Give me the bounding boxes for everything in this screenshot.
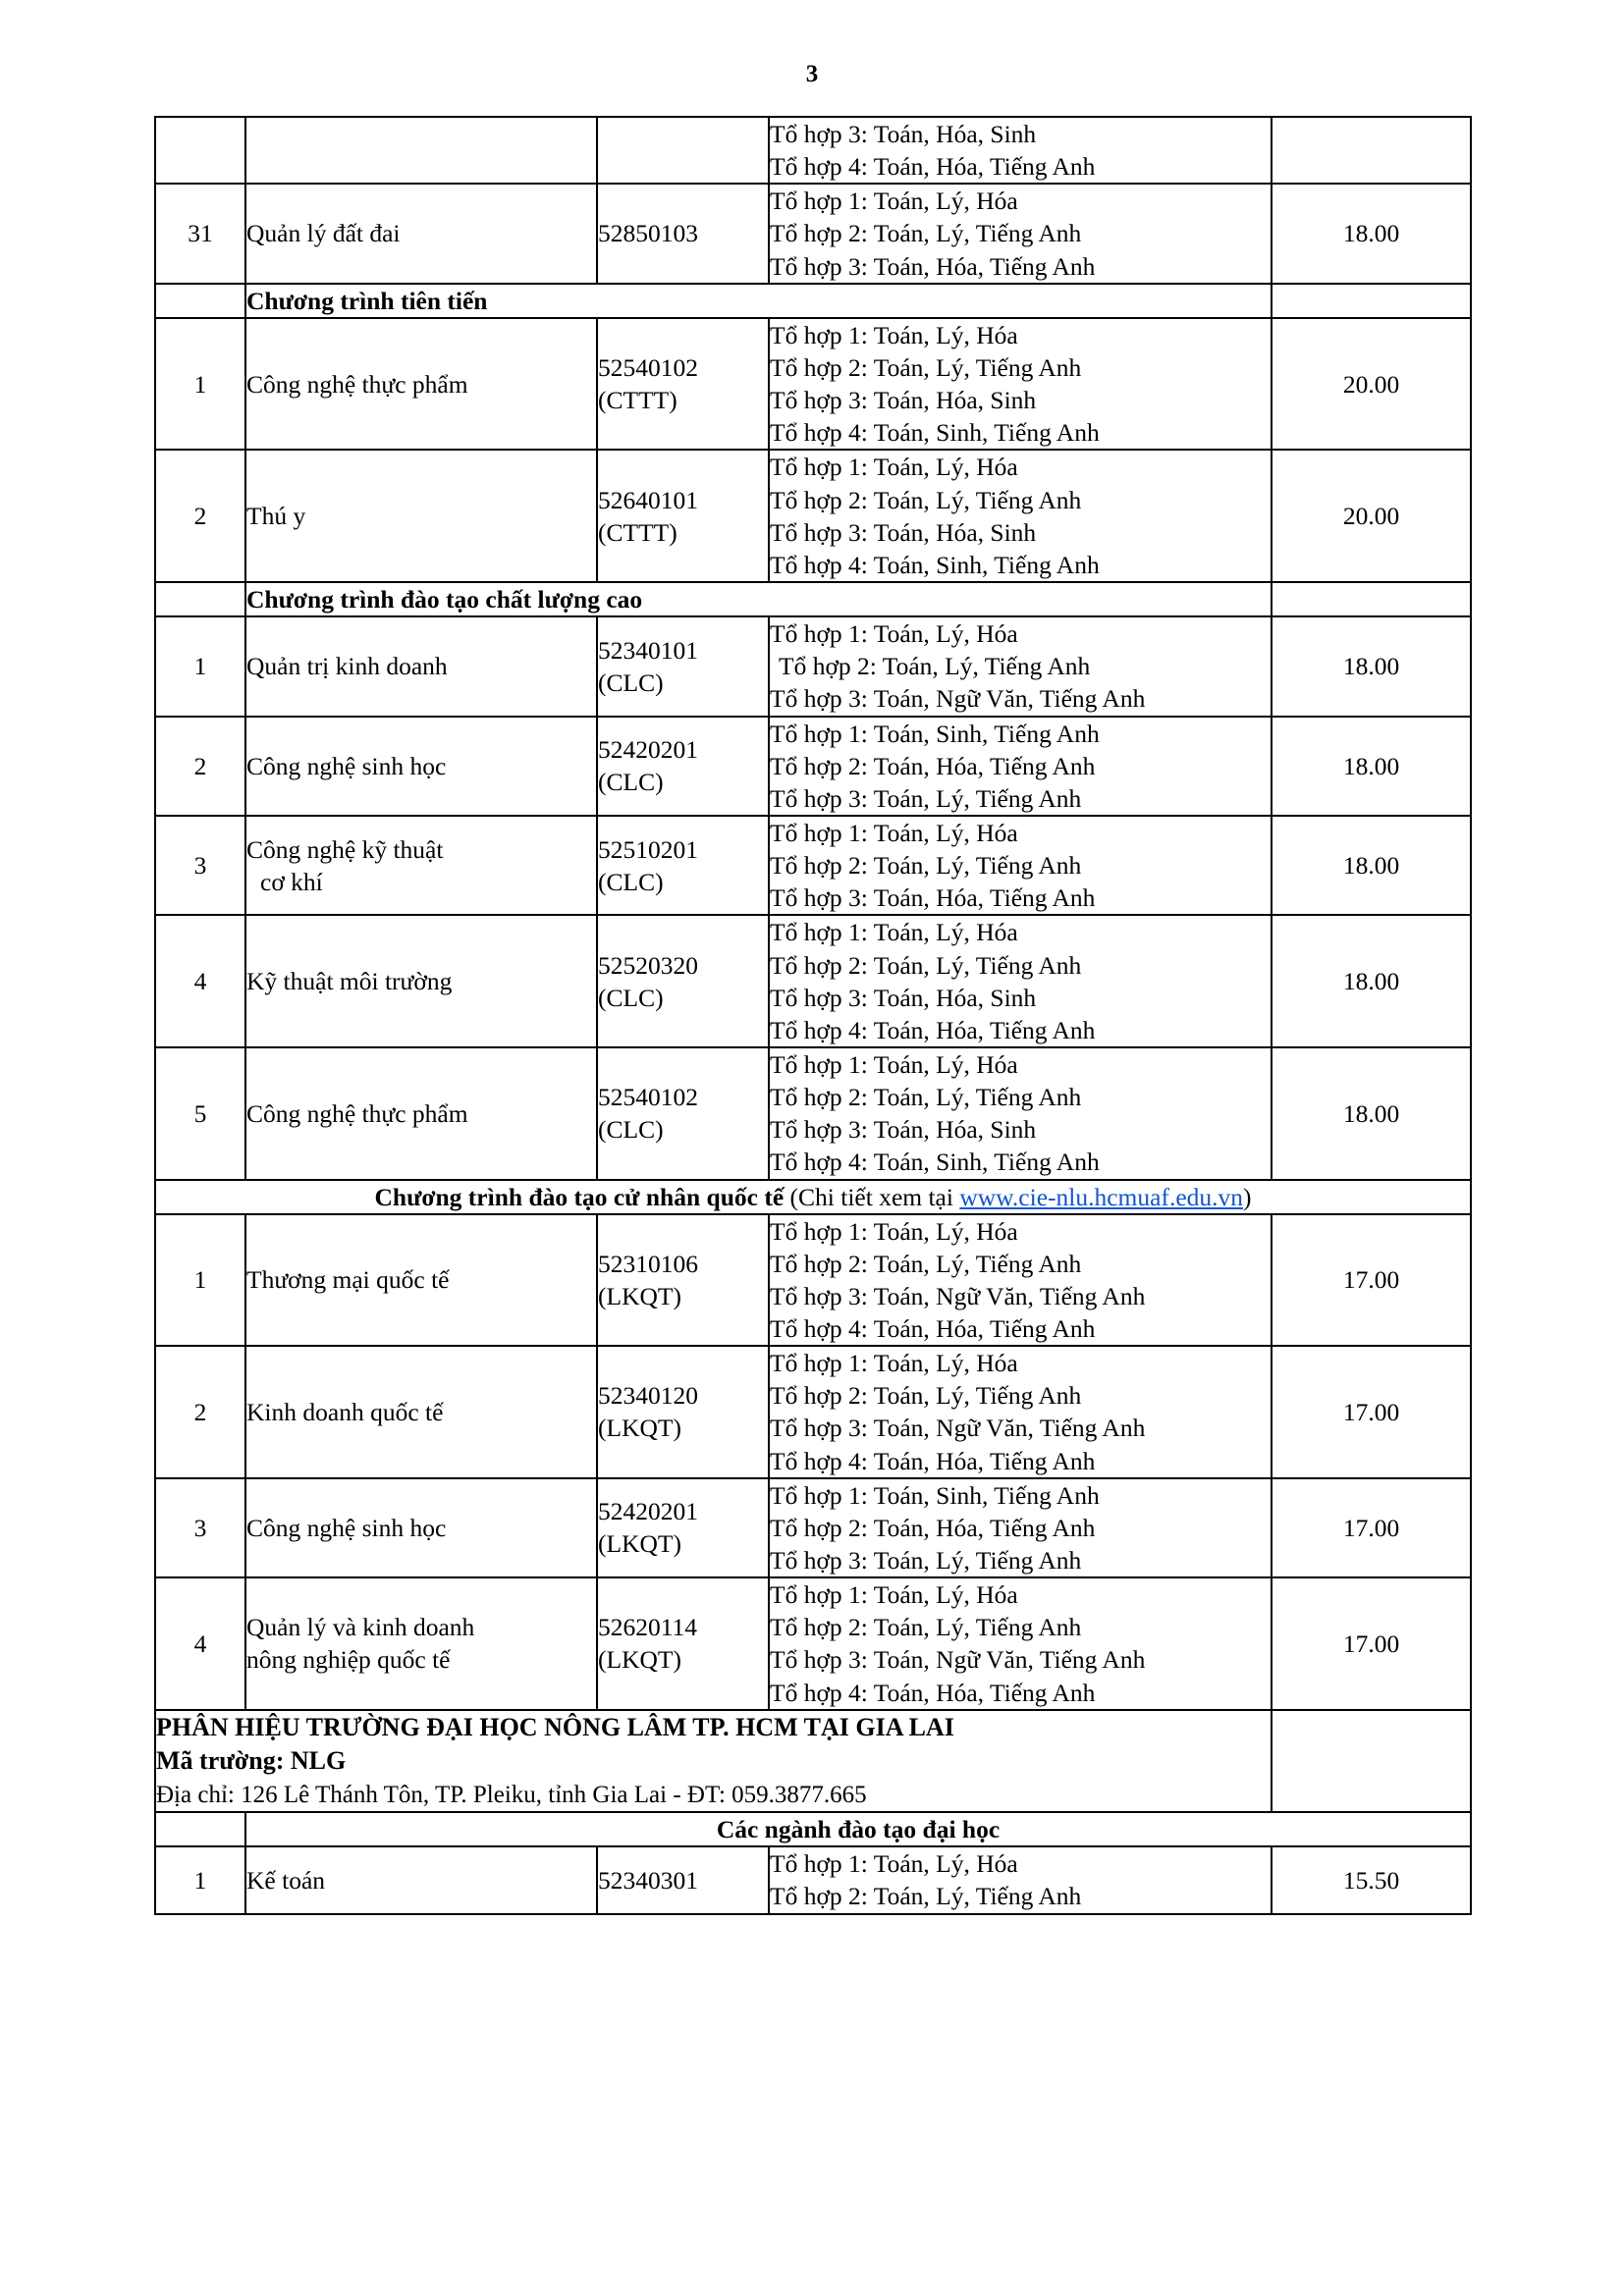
subject-combination-line: Tổ hợp 2: Toán, Lý, Tiếng Anh (770, 1613, 1082, 1642)
program-code-cell (597, 1577, 769, 1710)
program-code: 52340101 (598, 635, 698, 665)
program-name-cell (245, 117, 597, 184)
program-code-cell (597, 1346, 769, 1478)
subject-combination-line: Tổ hợp 3: Toán, Hóa, Tiếng Anh (770, 251, 1096, 281)
subject-combinations-cell (769, 184, 1272, 283)
subject-combination-line: Tổ hợp 1: Toán, Lý, Hóa (770, 320, 1018, 349)
program-name-line1: Kinh doanh quốc tế (246, 1397, 444, 1426)
program-name-line1: Quản lý và kinh doanh (246, 1613, 475, 1642)
admission-table-wrapper (154, 88, 1470, 1915)
program-code-cell (597, 1214, 769, 1347)
program-code-suffix: (CLC) (598, 867, 664, 896)
subject-combination-line: Tổ hợp 3: Toán, Hóa, Sinh (770, 983, 1037, 1012)
program-code: 52540102 (598, 352, 698, 382)
program-name-line1: Thương mại quốc tế (246, 1265, 450, 1295)
subject-combination-line: Tổ hợp 2: Toán, Lý, Tiếng Anh (770, 1083, 1082, 1112)
program-name-cell (245, 616, 597, 716)
program-name-line1: Kế toán (246, 1865, 326, 1895)
subject-combination-line: Tổ hợp 1: Toán, Lý, Hóa (770, 619, 1018, 649)
program-name-cell (245, 318, 597, 451)
section-score-cell (1272, 582, 1471, 616)
program-name-line1: Công nghệ kỹ thuật (246, 834, 444, 864)
row-index-cell: 4 (155, 915, 245, 1047)
subject-combination-line: Tổ hợp 3: Toán, Ngữ Văn, Tiếng Anh (770, 684, 1146, 714)
program-name-cell (245, 1846, 597, 1913)
subject-combination-line: Tổ hợp 2: Toán, Lý, Tiếng Anh (770, 352, 1082, 382)
program-name-cell (245, 184, 597, 283)
benchmark-score-cell: 17.00 (1272, 1214, 1471, 1347)
program-code-suffix: (LKQT) (598, 1529, 681, 1559)
admission-score-table (154, 116, 1472, 1915)
program-code-suffix: (CLC) (598, 983, 664, 1012)
row-index-cell: 1 (155, 318, 245, 451)
program-code-suffix: (CLC) (598, 667, 664, 697)
program-code-suffix: (LKQT) (598, 1281, 681, 1310)
section-score-cell (1272, 284, 1471, 318)
table-section-row (155, 284, 1471, 318)
subject-combinations-cell (769, 1478, 1272, 1577)
row-index-cell: 5 (155, 1047, 245, 1180)
program-code-suffix: (CTTT) (598, 517, 677, 547)
subject-combination-line: Tổ hợp 1: Toán, Sinh, Tiếng Anh (770, 719, 1100, 748)
section-title: Chương trình tiên tiến (245, 284, 1272, 318)
subject-combinations-cell (769, 1214, 1272, 1347)
benchmark-score-cell: 17.00 (1272, 1346, 1471, 1478)
benchmark-score-cell: 20.00 (1272, 450, 1471, 582)
table-body (155, 117, 1471, 1914)
row-index-cell: 3 (155, 1478, 245, 1577)
subject-combinations-cell (769, 915, 1272, 1047)
program-code: 52310106 (598, 1249, 698, 1278)
program-code-cell (597, 816, 769, 915)
program-name-line1: Công nghệ sinh học (246, 1513, 447, 1542)
benchmark-score-cell: 18.00 (1272, 1047, 1471, 1180)
subject-combination-line: Tổ hợp 1: Toán, Lý, Hóa (770, 187, 1018, 216)
subject-combination-line: Tổ hợp 1: Toán, Lý, Hóa (770, 1049, 1018, 1079)
benchmark-score-cell: 15.50 (1272, 1846, 1471, 1913)
program-code-cell (597, 450, 769, 582)
branch-campus-title: PHÂN HIỆU TRƯỜNG ĐẠI HỌC NÔNG LÂM TP. HCM TẠI GIA LAI (156, 1712, 954, 1741)
benchmark-score-cell: 18.00 (1272, 616, 1471, 716)
subject-combination-line: Tổ hợp 3: Toán, Hóa, Sinh (770, 517, 1037, 547)
subject-combination-line: Tổ hợp 3: Toán, Lý, Tiếng Anh (770, 1546, 1082, 1575)
subject-combination-line: Tổ hợp 1: Toán, Lý, Hóa (770, 918, 1018, 947)
section-title-text: Chương trình đào tạo cử nhân quốc tế (374, 1182, 790, 1211)
subject-combination-line: Tổ hợp 4: Toán, Hóa, Tiếng Anh (770, 1446, 1096, 1475)
row-index-cell: 1 (155, 1214, 245, 1347)
row-index-cell: 1 (155, 616, 245, 716)
program-code-suffix: (CLC) (598, 768, 664, 797)
program-code-cell (597, 318, 769, 451)
table-row (155, 616, 1471, 716)
subject-combination-line: Tổ hợp 3: Toán, Ngữ Văn, Tiếng Anh (770, 1414, 1146, 1443)
page-number: 3 (805, 61, 819, 87)
program-code: 52510201 (598, 834, 698, 864)
program-name-cell (245, 915, 597, 1047)
subject-combination-line: Tổ hợp 1: Toán, Sinh, Tiếng Anh (770, 1480, 1100, 1510)
subject-combinations-cell (769, 1577, 1272, 1710)
program-code-suffix: (CLC) (598, 1115, 664, 1145)
program-code-cell (597, 184, 769, 283)
table-row (155, 1846, 1471, 1913)
subject-combination-line: Tổ hợp 3: Toán, Ngữ Văn, Tiếng Anh (770, 1281, 1146, 1310)
program-name-line2: cơ khí (260, 867, 323, 896)
subject-combination-line: Tổ hợp 2: Toán, Hóa, Tiếng Anh (770, 751, 1096, 780)
subject-combination-line: Tổ hợp 1: Toán, Lý, Hóa (770, 453, 1018, 482)
subject-combination-line: Tổ hợp 2: Toán, Lý, Tiếng Anh (770, 1882, 1082, 1911)
program-name-line1: Quản trị kinh doanh (246, 652, 448, 681)
benchmark-score-cell (1272, 117, 1471, 184)
benchmark-score-cell: 17.00 (1272, 1577, 1471, 1710)
program-name-cell (245, 816, 597, 915)
program-name-cell (245, 1346, 597, 1478)
international-program-link[interactable]: www.cie-nlu.hcmuaf.edu.vn (959, 1182, 1244, 1211)
subject-combination-line: Tổ hợp 4: Toán, Hóa, Tiếng Anh (770, 1678, 1096, 1707)
program-name-line1: Công nghệ thực phẩm (246, 1098, 468, 1128)
branch-campus-info (155, 1710, 1272, 1812)
program-code: 52640101 (598, 485, 698, 514)
subject-combination-line: Tổ hợp 1: Toán, Lý, Hóa (770, 1349, 1018, 1378)
table-row (155, 717, 1471, 816)
table-row (155, 1214, 1471, 1347)
program-code: 52520320 (598, 950, 698, 980)
benchmark-score-cell: 18.00 (1272, 184, 1471, 283)
program-code: 52850103 (598, 219, 698, 248)
benchmark-score-cell: 18.00 (1272, 915, 1471, 1047)
subject-combination-line: Tổ hợp 2: Toán, Lý, Tiếng Anh (770, 219, 1082, 248)
subject-combination-line: Tổ hợp 2: Toán, Lý, Tiếng Anh (770, 1381, 1082, 1411)
table-section-row-with-link (155, 1180, 1471, 1214)
branch-campus-code: Mã trường: NLG (156, 1746, 347, 1776)
program-code-cell (597, 717, 769, 816)
subject-combination-line: Tổ hợp 2: Toán, Lý, Tiếng Anh (770, 851, 1082, 881)
branch-campus-row (155, 1710, 1471, 1812)
subject-combination-line: Tổ hợp 2: Toán, Lý, Tiếng Anh (770, 1249, 1082, 1278)
subject-combinations-cell (769, 816, 1272, 915)
subject-combination-line: Tổ hợp 4: Toán, Sinh, Tiếng Anh (770, 418, 1100, 448)
section-note-open: (Chi tiết xem tại (789, 1182, 960, 1211)
table-row (155, 816, 1471, 915)
subject-combination-line: Tổ hợp 4: Toán, Hóa, Tiếng Anh (770, 1015, 1096, 1044)
program-code-suffix: (LKQT) (598, 1414, 681, 1443)
subject-combination-line: Tổ hợp 4: Toán, Hóa, Tiếng Anh (770, 152, 1096, 182)
table-row (155, 318, 1471, 451)
program-name-cell (245, 1478, 597, 1577)
program-code: 52420201 (598, 1497, 698, 1526)
row-index-cell: 2 (155, 717, 245, 816)
subject-combinations-cell (769, 117, 1272, 184)
row-index-cell: 2 (155, 1346, 245, 1478)
program-name-line1: Quản lý đất đai (246, 219, 401, 248)
subject-combination-line: Tổ hợp 3: Toán, Hóa, Tiếng Anh (770, 883, 1096, 913)
program-name-line1: Thú y (246, 502, 306, 531)
branch-campus-address: Địa chỉ: 126 Lê Thánh Tôn, TP. Pleiku, tỉnh Gia Lai - ĐT: 059.3877.665 (156, 1781, 867, 1808)
subject-combination-line: Tổ hợp 1: Toán, Lý, Hóa (770, 1580, 1018, 1610)
row-index-cell: 1 (155, 1846, 245, 1913)
row-index-cell (155, 117, 245, 184)
program-name-line1: Kỹ thuật môi trường (246, 967, 453, 996)
program-name-cell (245, 1047, 597, 1180)
subject-combination-line: Tổ hợp 1: Toán, Lý, Hóa (770, 1216, 1018, 1246)
subject-combination-line: Tổ hợp 3: Toán, Lý, Tiếng Anh (770, 783, 1082, 813)
program-code-cell (597, 1478, 769, 1577)
program-code-suffix: (CTTT) (598, 386, 677, 415)
table-row (155, 1346, 1471, 1478)
section-no-cell (155, 284, 245, 318)
branch-score-cell (1272, 1710, 1471, 1812)
subject-combinations-cell (769, 1846, 1272, 1913)
benchmark-score-cell: 20.00 (1272, 318, 1471, 451)
program-code: 52340120 (598, 1381, 698, 1411)
benchmark-score-cell: 18.00 (1272, 717, 1471, 816)
program-name-line1: Công nghệ sinh học (246, 751, 447, 780)
program-code: 52420201 (598, 735, 698, 765)
subject-combinations-cell (769, 450, 1272, 582)
program-code: 52620114 (598, 1613, 698, 1642)
subject-combination-line: Tổ hợp 3: Toán, Ngữ Văn, Tiếng Anh (770, 1645, 1146, 1675)
table-row (155, 117, 1471, 184)
row-index-cell: 4 (155, 1577, 245, 1710)
section-note-close: ) (1243, 1182, 1252, 1211)
row-index-cell: 3 (155, 816, 245, 915)
subject-combination-line: Tổ hợp 1: Toán, Lý, Hóa (770, 818, 1018, 847)
row-index-cell: 31 (155, 184, 245, 283)
subject-combinations-cell (769, 318, 1272, 451)
table-row (155, 1047, 1471, 1180)
subject-combinations-cell (769, 616, 1272, 716)
table-row (155, 184, 1471, 283)
table-row (155, 450, 1471, 582)
section-title-international (155, 1180, 1471, 1214)
program-name-cell (245, 717, 597, 816)
section-title: Các ngành đào tạo đại học (245, 1812, 1471, 1846)
program-code-cell (597, 117, 769, 184)
program-code: 52540102 (598, 1083, 698, 1112)
subject-combination-line: Tổ hợp 4: Toán, Hóa, Tiếng Anh (770, 1314, 1096, 1344)
table-row (155, 915, 1471, 1047)
table-section-row-centered (155, 1812, 1471, 1846)
subject-combination-line: Tổ hợp 4: Toán, Sinh, Tiếng Anh (770, 1148, 1100, 1177)
program-name-line2: nông nghiệp quốc tế (246, 1645, 451, 1675)
subject-combination-line: Tổ hợp 2: Toán, Hóa, Tiếng Anh (770, 1513, 1096, 1542)
subject-combination-line: Tổ hợp 3: Toán, Hóa, Sinh (770, 1115, 1037, 1145)
subject-combination-line: Tổ hợp 2: Toán, Lý, Tiếng Anh (779, 652, 1091, 681)
section-no-cell (155, 1812, 245, 1846)
row-index-cell: 2 (155, 450, 245, 582)
subject-combination-line: Tổ hợp 2: Toán, Lý, Tiếng Anh (770, 950, 1082, 980)
benchmark-score-cell: 17.00 (1272, 1478, 1471, 1577)
table-section-row (155, 582, 1471, 616)
program-code-cell (597, 915, 769, 1047)
section-title: Chương trình đào tạo chất lượng cao (245, 582, 1272, 616)
subject-combinations-cell (769, 717, 1272, 816)
program-code-cell (597, 1846, 769, 1913)
section-no-cell (155, 582, 245, 616)
subject-combination-line: Tổ hợp 3: Toán, Hóa, Sinh (770, 120, 1037, 148)
table-row (155, 1577, 1471, 1710)
program-code-suffix: (LKQT) (598, 1645, 681, 1675)
program-code-cell (597, 1047, 769, 1180)
program-code-cell (597, 616, 769, 716)
program-name-cell (245, 1214, 597, 1347)
subject-combination-line: Tổ hợp 4: Toán, Sinh, Tiếng Anh (770, 550, 1100, 579)
subject-combinations-cell (769, 1346, 1272, 1478)
subject-combination-line: Tổ hợp 1: Toán, Lý, Hóa (770, 1849, 1018, 1879)
program-name-line1: Công nghệ thực phẩm (246, 369, 468, 399)
benchmark-score-cell: 18.00 (1272, 816, 1471, 915)
program-name-cell (245, 450, 597, 582)
subject-combination-line: Tổ hợp 3: Toán, Hóa, Sinh (770, 386, 1037, 415)
program-name-cell (245, 1577, 597, 1710)
program-code: 52340301 (598, 1865, 698, 1895)
table-row (155, 1478, 1471, 1577)
subject-combination-line: Tổ hợp 2: Toán, Lý, Tiếng Anh (770, 485, 1082, 514)
subject-combinations-cell (769, 1047, 1272, 1180)
